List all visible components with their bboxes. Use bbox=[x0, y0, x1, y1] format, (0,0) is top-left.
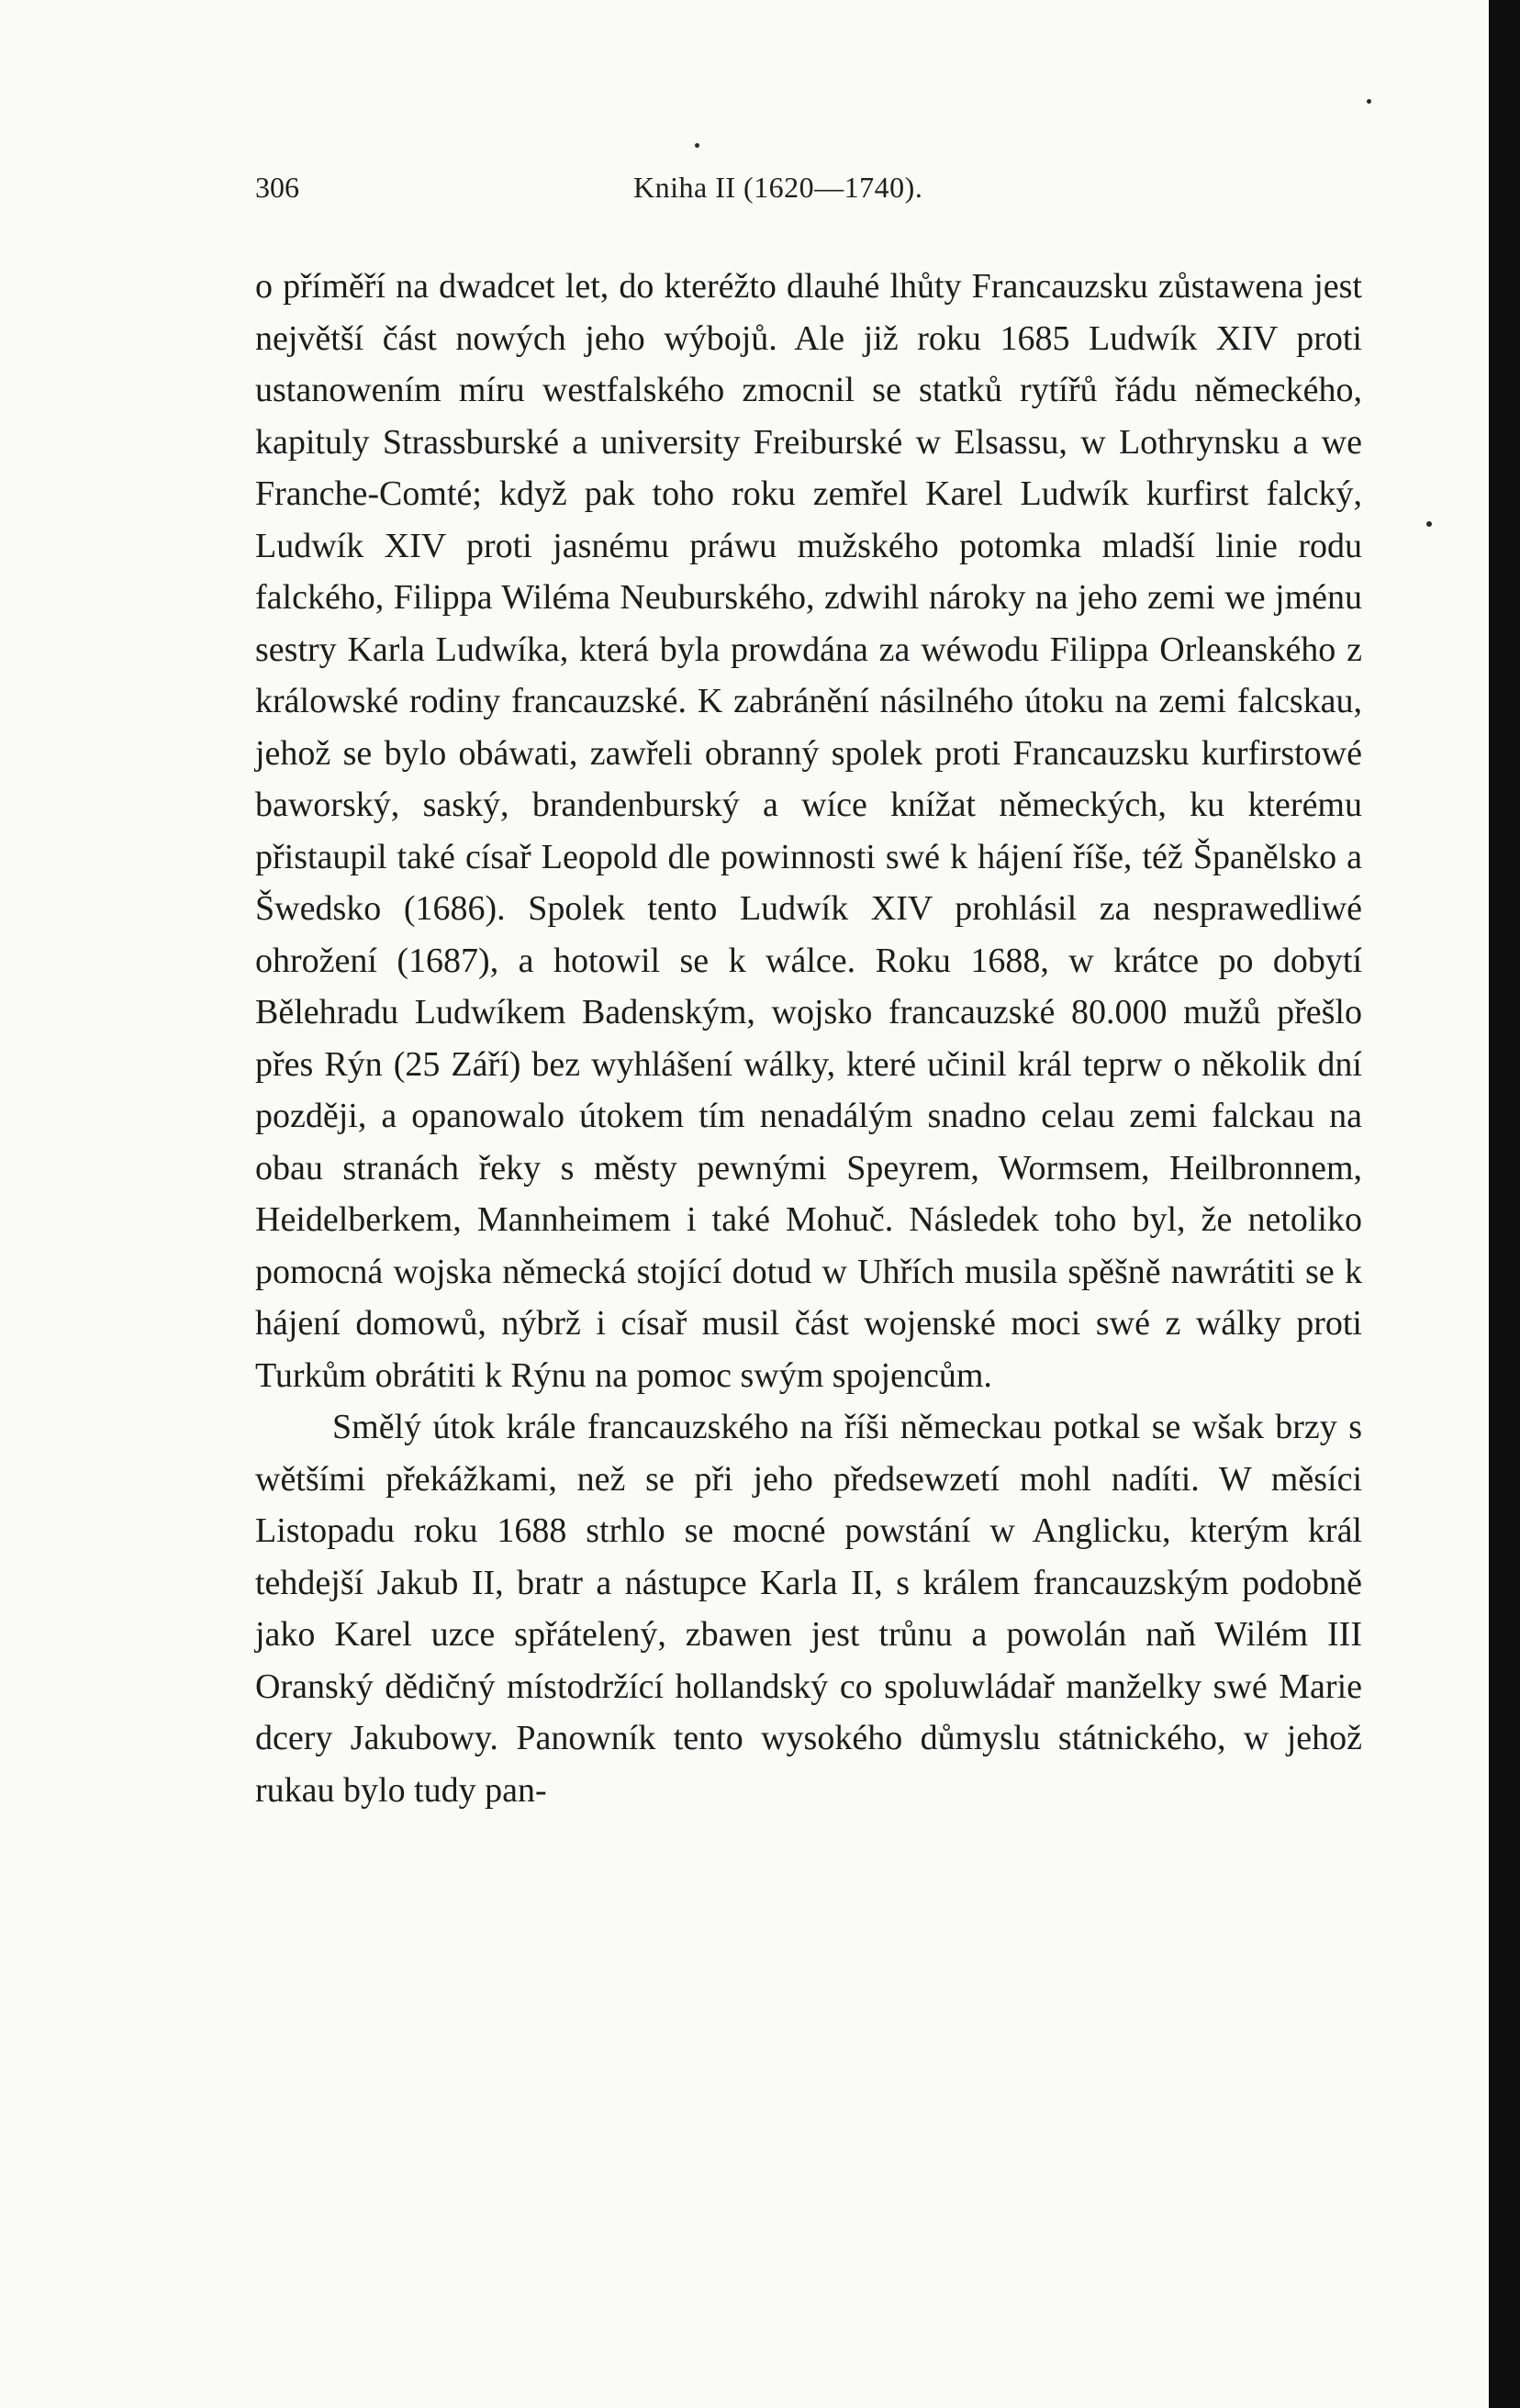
scan-speck bbox=[695, 143, 699, 148]
scan-speck bbox=[1367, 99, 1371, 104]
paragraph-2: Smělý útok krále francauzského na říši německau potkal se wšak brzy s wětšími překážkami, než se při jeho předsewzetí mohl nadíti. W měsíci Listopadu roku 1688 strhlo se mocné powstání w Anglicku, kterým král tehdejší Jakub II, bratr a nástupce Karla II, s králem francauzským podobně jako Karel uzce spřátelený, zbawen jest trůnu a powolán naň Wilém III Oranský dědičný místodržící hollandský co spoluwládař manželky swé Marie dcery Jakubowy. Panowník tento wysokého důmyslu státnického, w jehož rukau bylo tudy pan- bbox=[255, 1408, 1362, 1810]
page-header bbox=[255, 171, 977, 217]
body-text bbox=[255, 261, 1362, 1816]
scan-speck bbox=[1426, 521, 1432, 527]
running-title: Kniha II (1620—1740). bbox=[633, 171, 923, 204]
paragraph-1: o příměří na dwadcet let, do kteréžto dlauhé lhůty Francauzsku zůstawena jest největší část nowých jeho wýbojů. Ale již roku 1685 Ludwík XIV proti ustanowením míru westfalského zmocnil se statků rytířů řádu německého, kapituly Strassburské a university Freiburské w Elsassu, w Lothrynsku a we Franche-Comté; když pak toho roku zemřel Karel Ludwík kurfirst falcký, Ludwík XIV proti jasnému práwu mužského potomka mladší linie rodu falckého, Filippa Wiléma Neuburského, zdwihl nároky na jeho zemi we jménu sestry Karla Ludwíka, která byla prowdána za wéwodu Filippa Orleanského z králowské rodiny francauzské. K zabránění násilného útoku na zemi falcskau, jehož se bylo obáwati, zawřeli obranný spolek proti Francauzsku kurfirstowé baworský, saský, brandenburský a wíce knížat německých, ku kterému přistaupil také císař Leopold dle powinnosti swé k hájení říše, též Španělsko a Šwedsko (1686). Spolek tento Ludwík XIV prohlásil za nesprawedliwé ohrožení (1687), a hotowil se k wálce. Roku 1688, w krátce po dobytí Bělehradu Ludwíkem Badenským, wojsko francauzské 80.000 mužů přešlo přes Rýn (25 Září) bez wyhlášení wálky, které učinil král teprw o několik dní později, a opanowalo útokem tím nenadálým snadno celau zemi falckau na obau stranách řeky s městy pewnými Speyrem, Wormsem, Heilbronnem, Heidelberkem, Mannheimem i také Mohuč. Následek toho byl, že netoliko pomocná wojska německá stojící dotud w Uhřích musila spěšně nawrátiti se k hájení domowů, nýbrž i císař musil část wojenské moci swé z wálky proti Turkům obrátiti k Rýnu na pomoc swým spojencům. bbox=[255, 267, 1362, 1395]
scan-edge bbox=[1489, 0, 1520, 2408]
page-number: 306 bbox=[255, 171, 299, 204]
